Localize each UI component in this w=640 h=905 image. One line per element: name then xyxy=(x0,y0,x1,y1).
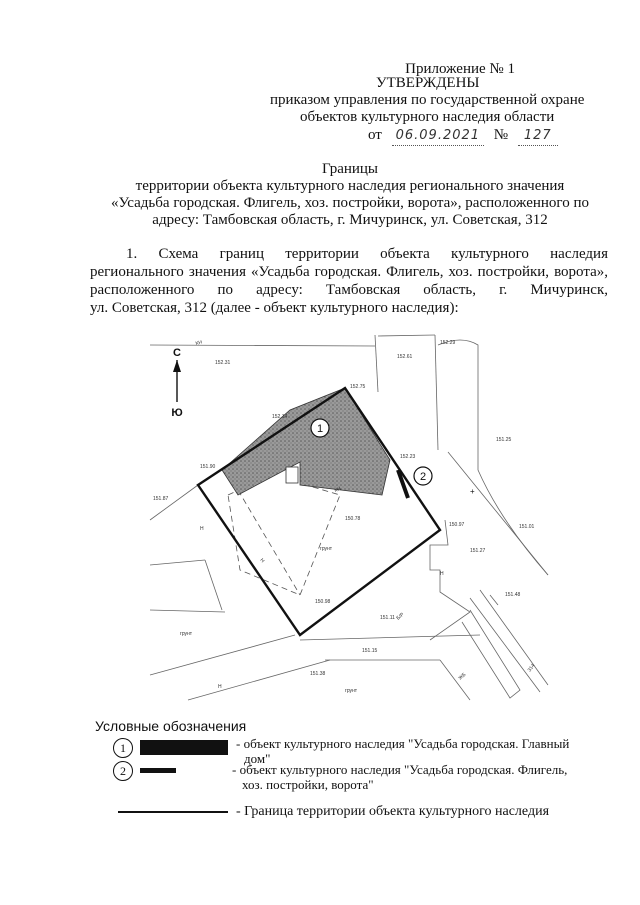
svg-text:151.48: 151.48 xyxy=(505,592,521,598)
svg-text:151.01: 151.01 xyxy=(519,524,535,530)
legend-item-2-text xyxy=(232,762,602,792)
order-from-label: от xyxy=(368,127,382,143)
svg-text:КН: КН xyxy=(333,486,342,494)
paragraph-line-2: регионального значения «Усадьба городская. Флигель, хоз. постройки, ворота», xyxy=(90,264,608,280)
legend-item-1-line-2: дом" xyxy=(244,751,271,766)
map-marker-1-label: 1 xyxy=(316,423,324,435)
map-marker-1 xyxy=(311,419,329,437)
boundary-scheme-map xyxy=(0,320,640,710)
legend-swatch-hatched xyxy=(140,740,228,755)
svg-text:Н: Н xyxy=(440,571,444,577)
order-no-label: № xyxy=(493,127,509,143)
title-line-2: территории объекта культурного наследия регионального значения xyxy=(135,178,565,194)
paragraph-line-3: расположенного по адресу: Тамбовская область, г. Мичуринск, xyxy=(90,282,608,298)
svg-text:грунт: грунт xyxy=(345,688,358,694)
order-line-1: приказом управления по государственной охране xyxy=(270,92,585,108)
order-date-line xyxy=(368,126,558,146)
svg-text:152.14: 152.14 xyxy=(272,414,288,420)
survey-point: + xyxy=(470,487,475,496)
map-marker-2 xyxy=(414,467,432,485)
legend-swatch-gate xyxy=(140,768,176,773)
svg-text:150.97: 150.97 xyxy=(449,522,465,528)
svg-text:152.31: 152.31 xyxy=(215,360,231,366)
compass-south: Ю xyxy=(171,407,183,419)
title-line-1: Границы xyxy=(321,161,379,177)
order-date: 06.09.2021 xyxy=(392,127,484,146)
order-number: 127 xyxy=(518,127,558,146)
svg-text:грунт: грунт xyxy=(180,631,193,637)
svg-text:Н: Н xyxy=(200,526,204,532)
svg-text:КН: КН xyxy=(194,339,203,347)
svg-text:314: 314 xyxy=(526,662,537,674)
legend-swatch-boundary xyxy=(118,811,228,813)
approved-heading: УТВЕРЖДЕНЫ xyxy=(376,75,480,91)
svg-text:152.61: 152.61 xyxy=(397,354,413,360)
svg-text:151.87: 151.87 xyxy=(153,496,169,502)
legend-marker-1: 1 xyxy=(113,738,133,758)
legend-marker-2: 2 xyxy=(113,761,133,781)
order-line-2: объектов культурного наследия области xyxy=(300,109,555,125)
svg-text:151.90: 151.90 xyxy=(200,464,216,470)
main-house-hatched-area xyxy=(222,388,390,495)
legend-item-2-line-2: хоз. постройки, ворота" xyxy=(242,777,374,792)
svg-text:151.25: 151.25 xyxy=(496,437,512,443)
legend-item-2-line-1: - объект культурного наследия "Усадьба городская. Флигель, xyxy=(232,762,568,777)
map-marker-2-label: 2 xyxy=(419,471,427,483)
steps-cutout xyxy=(286,467,298,483)
svg-text:150.78: 150.78 xyxy=(345,516,361,522)
svg-text:152.29: 152.29 xyxy=(440,340,456,346)
svg-text:Б/Р: Б/Р xyxy=(395,611,406,622)
paragraph-line-4: ул. Советская, 312 (далее - объект культурного наследия): xyxy=(90,300,459,316)
svg-text:ЖБ: ЖБ xyxy=(457,671,468,682)
svg-text:151.11: 151.11 xyxy=(380,615,395,621)
svg-text:Н: Н xyxy=(258,557,266,565)
svg-text:150.98: 150.98 xyxy=(315,599,331,605)
title-line-4: адресу: Тамбовская область, г. Мичуринск, ул. Советская, 312 xyxy=(152,212,548,228)
legend-item-1-line-1: - объект культурного наследия "Усадьба городская. Главный xyxy=(236,736,570,751)
svg-text:Н: Н xyxy=(218,684,222,690)
legend-title: Условные обозначения xyxy=(95,718,247,734)
scheme-paragraph xyxy=(90,245,608,317)
appendix-label: Приложение № 1 xyxy=(405,61,515,77)
svg-text:151.38: 151.38 xyxy=(310,671,326,677)
paragraph-line-1: 1. Схема границ территории объекта культурного наследия xyxy=(126,246,608,262)
svg-text:грунт: грунт xyxy=(320,546,333,552)
svg-text:152.23: 152.23 xyxy=(400,454,416,460)
svg-text:151.27: 151.27 xyxy=(470,548,486,554)
compass xyxy=(171,347,182,419)
svg-text:152.75: 152.75 xyxy=(350,384,366,390)
title-line-3: «Усадьба городская. Флигель, хоз. постройки, ворота», расположенного по xyxy=(110,195,589,211)
legend-item-3-text: - Граница территории объекта культурного наследия xyxy=(236,804,550,819)
svg-text:151.15: 151.15 xyxy=(362,648,378,654)
compass-north: С xyxy=(173,347,181,359)
